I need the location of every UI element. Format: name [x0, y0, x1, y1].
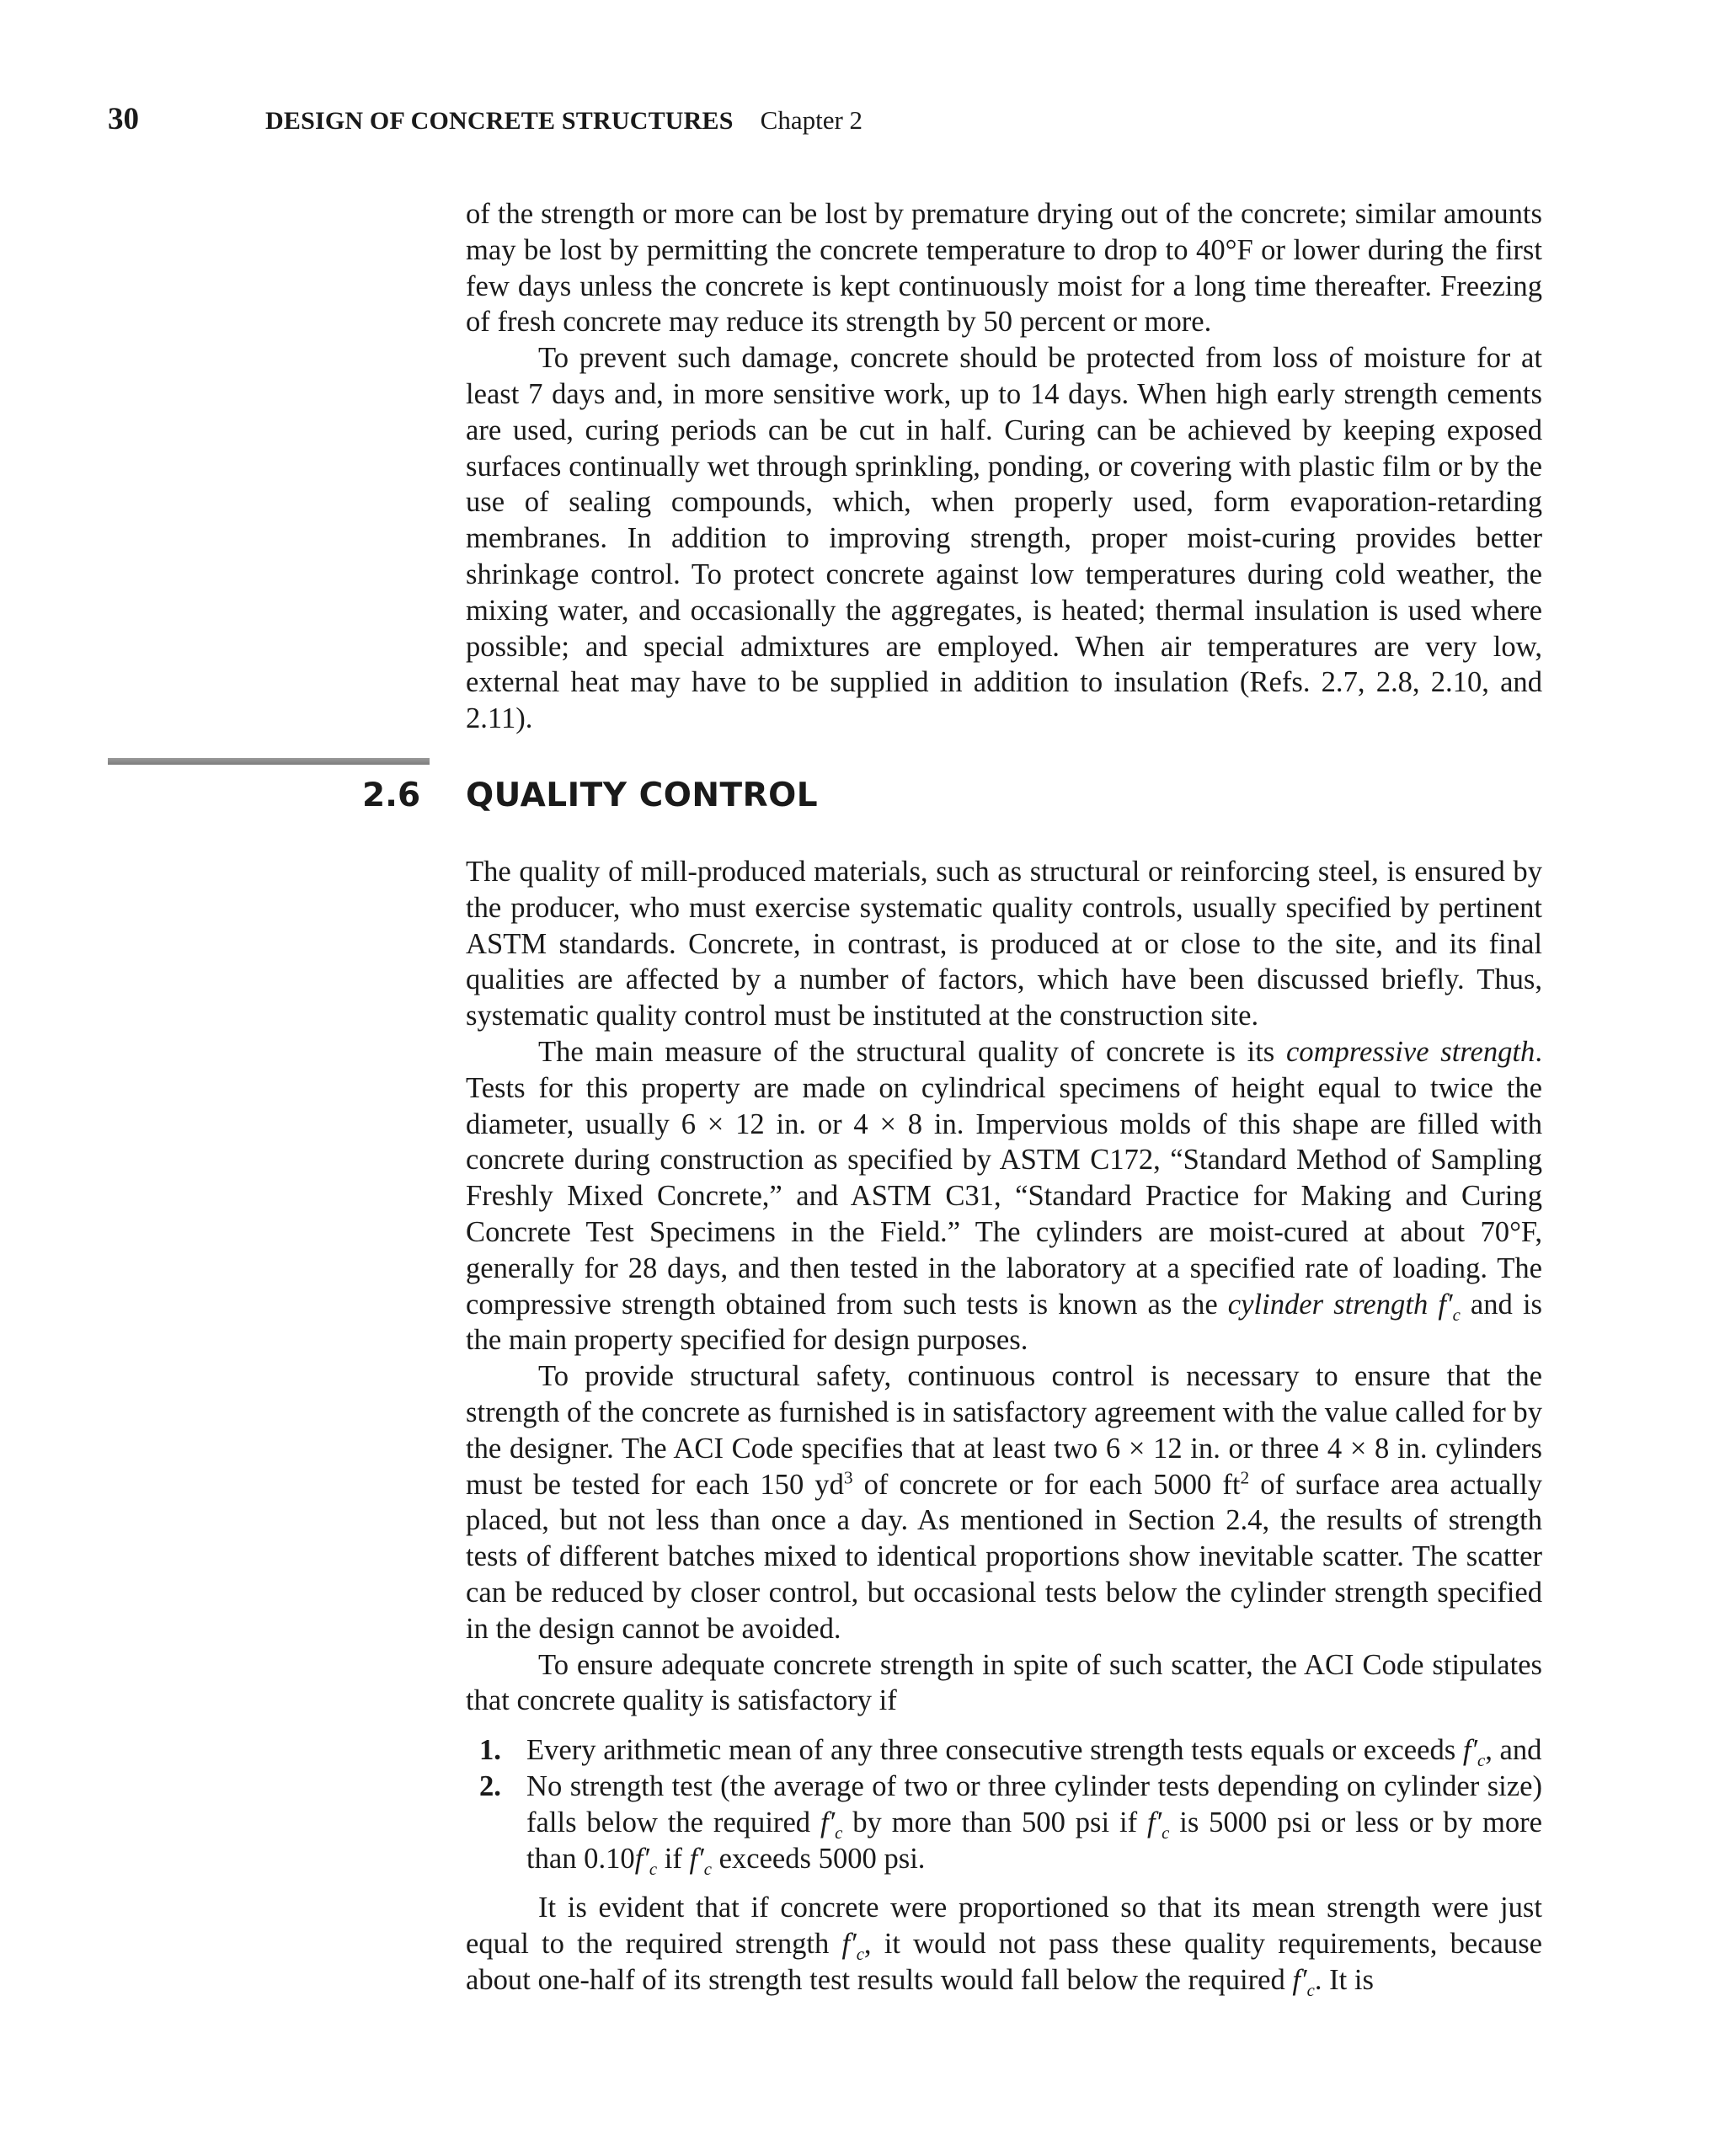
- criteria-list: [466, 1732, 1542, 1879]
- fc-symbol: $f'_c$: [634, 1842, 658, 1879]
- text-run: The main measure of the structural quality of concrete is its: [538, 1035, 1286, 1068]
- list-number: 1.: [479, 1734, 501, 1767]
- fc-symbol: $f'_c$: [689, 1842, 712, 1879]
- section-heading: [362, 776, 1541, 827]
- paragraph: To ensure adequate concrete strength in spite of such scatter, the ACI Code stipulates that concrete quality is satisfactory if: [466, 1648, 1542, 1717]
- superscript: 2: [1240, 1467, 1250, 1488]
- fc-symbol: $f'_c$: [1438, 1288, 1461, 1325]
- text-run: of concrete or for each 5000 ft: [852, 1468, 1241, 1501]
- page-number: 30: [108, 102, 139, 136]
- text-run: is 5000 psi or less or by more than 0.10: [526, 1806, 1542, 1875]
- text-run: To provide structural safety, continuous control is necessary to ensure that the strength of the concrete as furnished is in satisfactory agreement with the value called for by the designer. The ACI Code specifies that at least two 6 × 12 in. or three 4 × 8 in. cylinders must be tested for each 150 yd: [466, 1360, 1542, 1501]
- paragraph: The quality of mill-produced materials, such as structural or reinforcing steel, is ensured by the producer, who must exercise systematic quality controls, usually specified by pertinent ASTM standards. Concrete, in contrast, is produced at or close to the site, and its final qualities are affected by a number of factors, which have been discussed briefly. Thus, systematic quality control must be instituted at the construction site.: [466, 856, 1542, 1033]
- text-run: of surface area actually placed, but not less than once a day. As mentioned in Section 2.4, the results of strength tests of different batches mixed to identical proportions show inevitable scatter. The scatter can be reduced by closer control, but occasional tests below the cylinder strength specified in the design cannot be avoided.: [466, 1468, 1542, 1645]
- fc-symbol: $f'_c$: [820, 1806, 843, 1843]
- text-run: , it would not pass these quality requirements, because about one-half of its strength test results would fall below the required: [466, 1928, 1542, 1996]
- paragraph: of the strength or more can be lost by premature drying out of the concrete; similar amounts may be lost by permitting the concrete temperature to drop to 40°F or lower during the first few days unless the concrete is kept continuously moist for a long time thereafter. Freezing of fresh concrete may reduce its strength by 50 percent or more.: [466, 198, 1542, 339]
- running-title: DESIGN OF CONCRETE STRUCTURES: [265, 107, 734, 135]
- list-number: 2.: [479, 1769, 501, 1802]
- section-body: [466, 854, 1542, 1999]
- list-item: [466, 1732, 1542, 1769]
- section-number: 2.6: [362, 776, 421, 814]
- continued-text: [466, 196, 1542, 737]
- text-run: exceeds 5000 psi.: [711, 1842, 926, 1875]
- chapter-label: Chapter 2: [760, 105, 863, 135]
- list-item: [466, 1769, 1542, 1879]
- superscript: 3: [843, 1467, 853, 1488]
- text-run: Every arithmetic mean of any three consecutive strength tests equals or exceeds: [526, 1734, 1463, 1767]
- paragraph: To prevent such damage, concrete should be protected from loss of moisture for at least 7 days and, in more sensitive work, up to 14 days. When high early strength cements are used, curing periods can be cut in half. Curing can be achieved by keeping exposed surfaces continually wet through sprinkling, ponding, or covering with plastic film or by the use of sealing compounds, which, when properly used, form evaporation-retarding membranes. In addition to improving strength, proper moist-curing provides better shrinkage control. To protect concrete against low temperatures during cold weather, the mixing water, and occasionally the aggregates, is heated; thermal insulation is used where possible; and special admixtures are employed. When air temperatures are very low, external heat may have to be supplied in addition to insulation (Refs. 2.7, 2.8, 2.10, and 2.11).: [466, 342, 1542, 735]
- emphasis: compressive strength: [1285, 1035, 1535, 1068]
- paragraph: [466, 1034, 1542, 1358]
- text-run: It is evident that if concrete were proportioned so that its mean strength were just equal to the required strength: [466, 1892, 1542, 1961]
- fc-symbol: $f'_c$: [1146, 1806, 1170, 1843]
- paragraph: [466, 1358, 1542, 1646]
- text-run: by more than 500 psi if: [842, 1806, 1147, 1838]
- text-run: , and: [1485, 1734, 1542, 1767]
- text-run: if: [657, 1842, 690, 1875]
- paragraph: [466, 1890, 1542, 1998]
- fc-symbol: $f'_c$: [1292, 1963, 1315, 2000]
- emphasis: cylinder strength: [1227, 1288, 1439, 1321]
- text-run: and is the main property specified for design purposes.: [466, 1288, 1543, 1357]
- fc-symbol: $f'_c$: [1462, 1734, 1486, 1771]
- section-title: QUALITY CONTROL: [466, 776, 819, 814]
- text-run: No strength test (the average of two or three cylinder tests depending on cylinder size) falls below the required: [526, 1769, 1542, 1838]
- text-run: . It is: [1314, 1963, 1374, 1996]
- section-rule: [108, 758, 430, 765]
- running-header: [108, 101, 1540, 143]
- fc-symbol: $f'_c$: [841, 1928, 864, 1965]
- text-run: . Tests for this property are made on cylindrical specimens of height equal to twice the diameter, usually 6 × 12 in. or 4 × 8 in. Impervious molds of this shape are filled with concrete during construction as specified by ASTM C172, “Standard Method of Sampling Freshly Mixed Concrete,” and ASTM C31, “Standard Practice for Making and Curing Concrete Test Specimens in the Field.” The cylinders are moist-cured at about 70°F, generally for 28 days, and then tested in the laboratory at a specified rate of loading. The compressive strength obtained from such tests is known as the: [466, 1035, 1542, 1321]
